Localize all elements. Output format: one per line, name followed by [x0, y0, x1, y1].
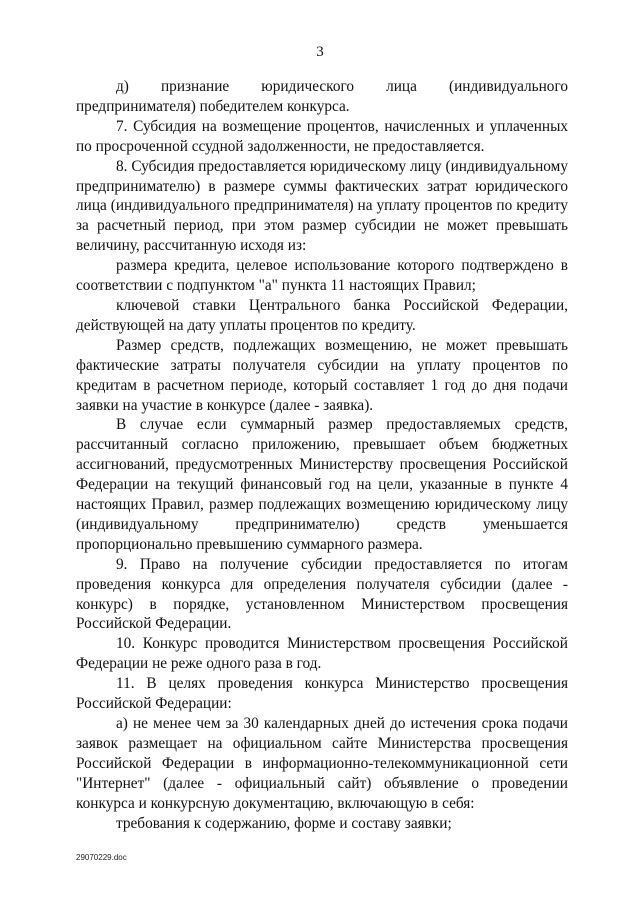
- paragraph-8-reimbursement-limit: Размер средств, подлежащих возмещению, не может превышать фактические затраты получателя субсидии на уплату процентов по кредитам в расчетном периоде, который составляет 1 год до дня подачи заявки на участие в конкурсе (далее - заявка).: [76, 336, 568, 414]
- paragraph-10: 10. Конкурс проводится Министерством просвещения Российской Федерации не реже одного раза в год.: [76, 635, 568, 673]
- paragraph-11a: а) не менее чем за 30 календарных дней до истечения срока подачи заявок размещает на официальном сайте Министерства просвещения Российской Федерации в информационно-телекоммуникационной сети "Интернет" (далее - официальный сайт) объявление о проведении конкурса и конкурсную документацию, включающую в себя:: [76, 715, 568, 812]
- paragraph-8-item-key-rate: ключевой ставки Центрального банка Российской Федерации, действующей на дату уплаты процентов по кредиту.: [76, 296, 568, 334]
- paragraph-8-proportional-reduction: В случае если суммарный размер предоставляемых средств, рассчитанный согласно приложению, превышает объем бюджетных ассигнований, предусмотренных Министерству просвещения Российской Федерации на текущий финансовый год на цели, указанные в пункте 4 настоящих Правил, размер подлежащих возмещению юридическому лицу (индивидуальному предпринимателю) средств уменьшается пропорционально превышению суммарного размера.: [76, 416, 568, 553]
- document-body: [76, 77, 568, 833]
- paragraph-11: 11. В целях проведения конкурса Министерство просвещения Российской Федерации:: [76, 675, 568, 713]
- footer-file-name: 29070229.doc: [76, 853, 127, 862]
- paragraph-8: 8. Субсидия предоставляется юридическому лицу (индивидуальному предпринимателю) в размере суммы фактических затрат юридического лица (индивидуального предпринимателя) на уплату процентов по кредиту за расчетный период, при этом размер субсидии не может превышать величину, рассчитанную исходя из:: [76, 157, 568, 255]
- paragraph-9: 9. Право на получение субсидии предоставляется по итогам проведения конкурса для определения получателя субсидии (далее - конкурс) в порядке, установленном Министерством просвещения Российской Федерации.: [76, 555, 568, 633]
- paragraph-6d: д) признание юридического лица (индивидуального предпринимателя) победителем конкурса.: [76, 78, 568, 115]
- page-number: 3: [316, 44, 324, 60]
- paragraph-7: 7. Субсидия на возмещение процентов, начисленных и уплаченных по просроченной ссудной задолженности, не предоставляется.: [76, 117, 568, 155]
- paragraph-8-item-credit-size: размера кредита, целевое использование которого подтверждено в соответствии с подпунктом "а" пункта 11 настоящих Правил;: [76, 257, 568, 295]
- paragraph-11a-requirements: требования к содержанию, форме и составу заявки;: [116, 814, 452, 832]
